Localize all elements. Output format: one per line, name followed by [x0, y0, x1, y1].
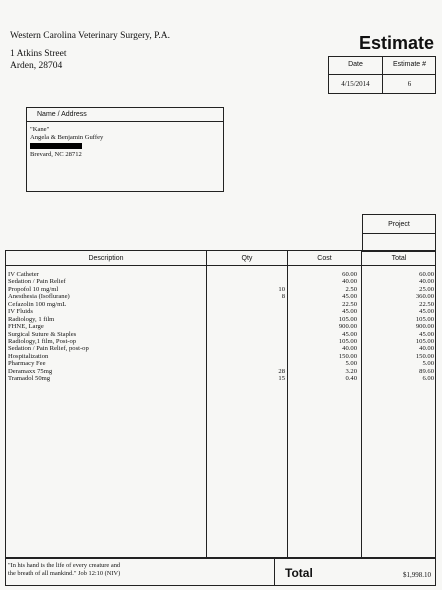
estimate-number-label: Estimate #	[392, 61, 427, 68]
item-qty	[207, 353, 285, 360]
item-total: 22.50	[419, 300, 434, 308]
company-street: 1 Atkins Street	[10, 49, 67, 59]
item-description: Pharmacy Fee	[8, 360, 46, 368]
item-qty: 15	[278, 375, 285, 383]
header-cost: Cost	[317, 255, 332, 262]
item-description: FHNE, Large	[8, 323, 44, 331]
item-cost: 150.00	[338, 352, 357, 360]
date-label: Date	[348, 61, 363, 68]
item-cost: 3.20	[345, 367, 357, 375]
item-qty	[207, 338, 285, 345]
item-cost: 60.00	[342, 271, 357, 278]
item-qty	[207, 345, 285, 352]
estimate-info-box	[328, 56, 436, 94]
item-total: 40.00	[419, 345, 434, 353]
address-line-2: Angela & Benjamin Guffey	[30, 134, 104, 141]
item-cost: 5.00	[345, 360, 357, 368]
item-cost: 105.00	[338, 315, 357, 323]
item-qty: 10	[278, 285, 285, 293]
item-total: 60.00	[419, 271, 434, 278]
item-description: Deramaxx 75mg	[8, 367, 53, 375]
estimate-number-value: 6	[407, 80, 412, 88]
project-label: Project	[388, 221, 410, 228]
item-total: 105.00	[415, 315, 434, 323]
item-description: Sedation / Pain Relief, post-op	[8, 345, 89, 353]
item-qty	[207, 360, 285, 367]
item-qty	[207, 331, 285, 338]
total-box	[274, 558, 436, 586]
item-qty	[207, 278, 285, 285]
document-title: Estimate	[358, 33, 434, 53]
items-table	[5, 250, 436, 558]
redacted-address-bar	[30, 143, 82, 149]
total-value: $1,998.10	[403, 571, 431, 579]
item-cost: 0.40	[345, 375, 357, 383]
item-cost: 105.00	[338, 337, 357, 345]
item-total: 6.00	[422, 375, 434, 383]
date-value: 4/15/2014	[341, 80, 370, 88]
item-description: Cefazolin 100 mg/mL	[8, 300, 67, 308]
item-cost: 40.00	[342, 278, 357, 286]
item-total: 89.60	[419, 367, 434, 375]
item-qty	[207, 308, 285, 315]
item-cost: 22.50	[342, 300, 357, 308]
item-cost: 40.00	[342, 345, 357, 353]
item-description: Surgical Suture & Staples	[8, 330, 77, 338]
item-qty	[207, 301, 285, 308]
item-description: Radiology, 1 film	[8, 315, 55, 323]
company-name: Western Carolina Veterinary Surgery, P.A.	[10, 31, 170, 41]
item-qty	[207, 316, 285, 323]
item-cost: 2.50	[345, 285, 357, 293]
item-total: 25.00	[419, 285, 434, 293]
item-qty	[207, 323, 285, 330]
item-description: IV Catheter	[8, 271, 39, 278]
item-description: Radiology,1 film, Post-op	[8, 337, 77, 345]
item-cost: 45.00	[342, 330, 357, 338]
header-description: Description	[88, 255, 124, 262]
item-cost: 45.00	[342, 308, 357, 316]
quote-text	[8, 562, 120, 578]
quote-line-2: the breath of all mankind." Job 12:10 (NIV)	[8, 570, 121, 577]
total-label: Total	[285, 566, 313, 580]
item-total: 40.00	[419, 278, 434, 286]
item-total: 900.00	[415, 323, 434, 331]
item-description: Tramadol 50mg	[8, 375, 51, 383]
address-line-1: "Kane"	[30, 126, 50, 133]
cost-column	[288, 271, 357, 383]
item-total: 360.00	[415, 293, 434, 301]
company-city: Arden, 28704	[10, 61, 63, 71]
header-total: Total	[391, 255, 407, 262]
item-qty: 8	[281, 293, 285, 301]
item-total: 45.00	[419, 308, 434, 316]
quote-box	[5, 558, 275, 586]
item-description: Sedation / Pain Relief	[8, 278, 66, 286]
description-column	[8, 271, 204, 383]
company-block	[10, 30, 170, 72]
address-line-3: Brevard, NC 28712	[30, 151, 82, 158]
item-description: Propofol 10 mg/ml	[8, 285, 59, 293]
item-description: Anesthesia (Isoflurane)	[8, 293, 70, 301]
item-qty: 28	[278, 367, 285, 375]
item-cost: 900.00	[338, 323, 357, 331]
quote-line-1: "In his hand is the life of every creature and	[8, 562, 121, 569]
item-total: 5.00	[422, 360, 434, 368]
total-column	[362, 271, 434, 383]
header-qty: Qty	[241, 255, 253, 262]
item-cost: 45.00	[342, 293, 357, 301]
project-box	[362, 214, 436, 252]
item-qty	[207, 271, 285, 278]
item-total: 45.00	[419, 330, 434, 338]
item-description: Hospitalization	[8, 352, 49, 360]
item-total: 105.00	[415, 337, 434, 345]
address-label: Name / Address	[37, 111, 87, 118]
address-lines	[30, 126, 103, 159]
item-description: IV Fluids	[8, 308, 33, 316]
qty-column	[207, 271, 285, 383]
address-box	[26, 107, 224, 192]
item-total: 150.00	[415, 352, 434, 360]
